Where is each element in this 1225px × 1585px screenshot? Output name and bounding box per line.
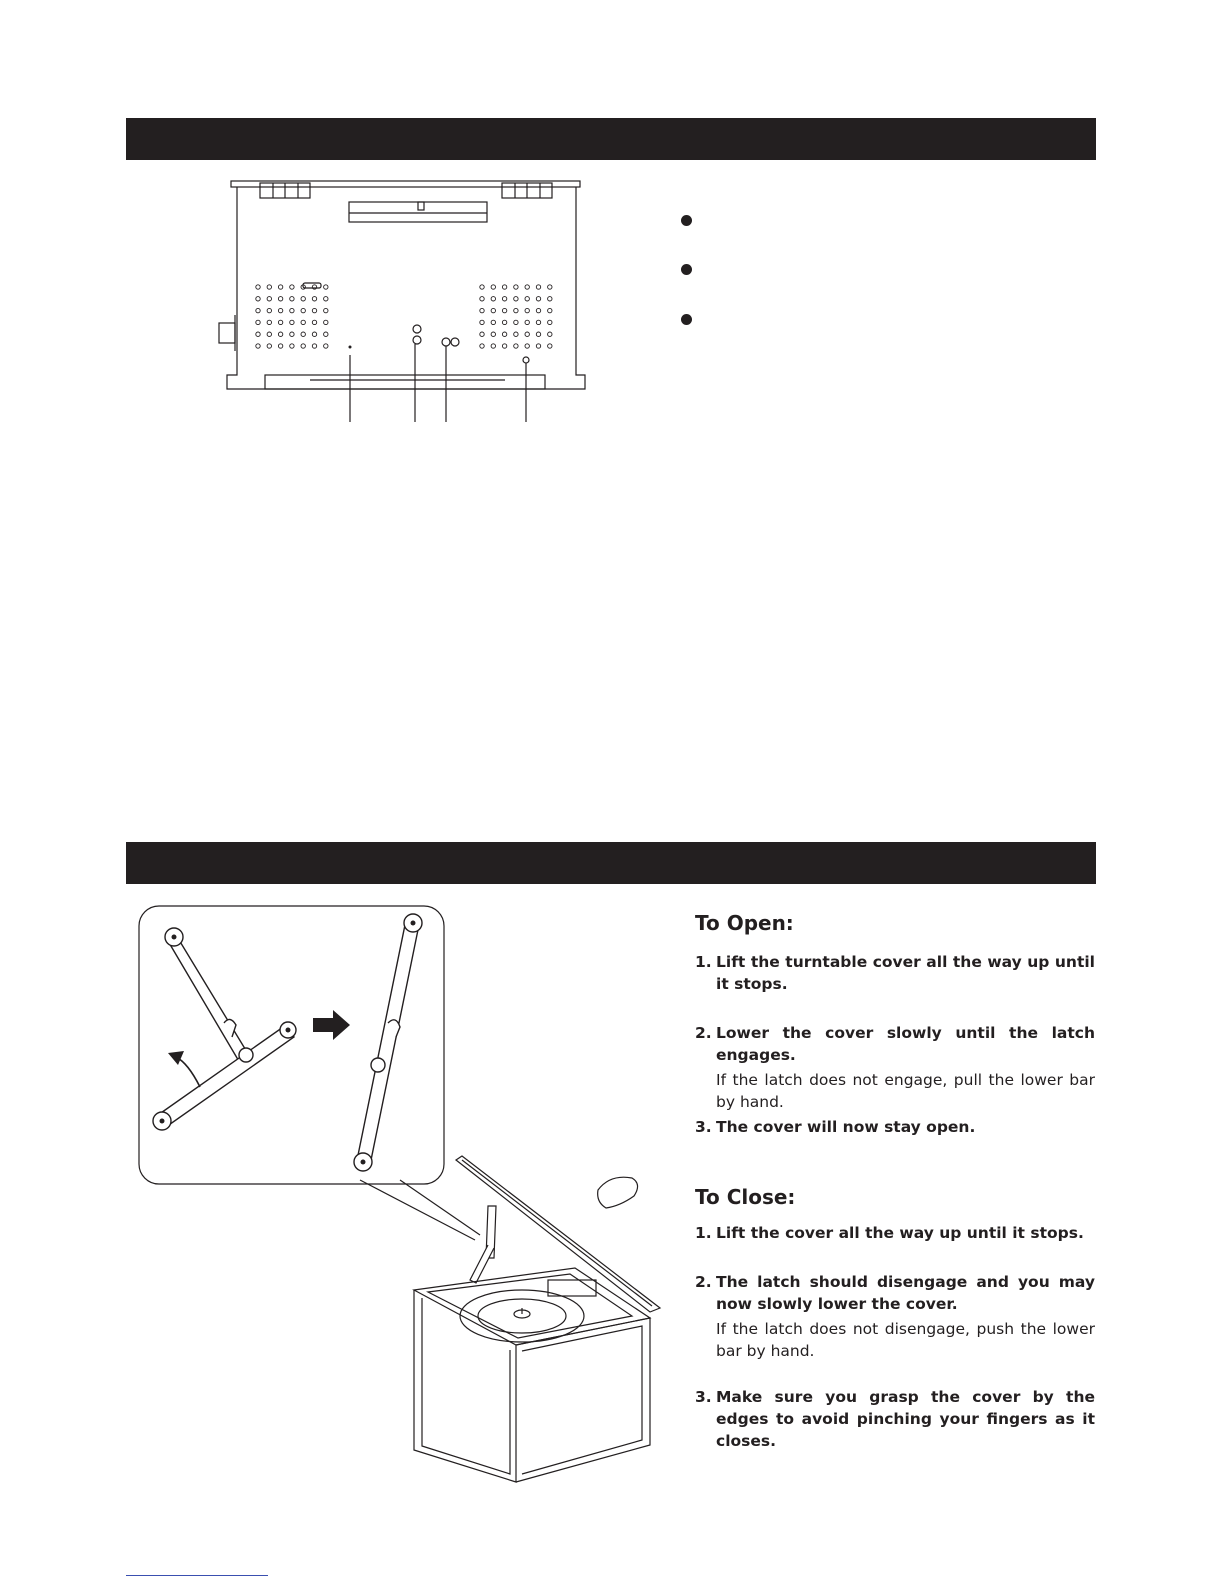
vent-hole [278, 297, 282, 301]
vent-hole [491, 285, 495, 289]
vent-hole [301, 297, 305, 301]
step-number: 1. [695, 953, 712, 971]
vent-hole [256, 285, 260, 289]
section-header-bar-back-panel [126, 118, 1096, 160]
vent-hole [312, 320, 316, 324]
vent-hole [267, 332, 271, 336]
step-instruction: Lift the cover all the way up until it stops. [716, 1224, 1084, 1242]
vent-hole [324, 308, 328, 312]
vent-hole [312, 332, 316, 336]
vent-hole [514, 344, 518, 348]
open-step-1 [695, 951, 1095, 995]
vent-hole [480, 285, 484, 289]
vent-hole [480, 344, 484, 348]
vent-hole [548, 332, 552, 336]
vent-hole [502, 308, 506, 312]
vent-hole [290, 308, 294, 312]
vent-hole [480, 308, 484, 312]
vent-hole [525, 285, 529, 289]
vent-hole [514, 285, 518, 289]
vent-hole [256, 344, 260, 348]
vent-hole [536, 285, 540, 289]
section-header-bar-cover [126, 842, 1096, 884]
vent-hole [301, 332, 305, 336]
back-panel-diagram [215, 175, 600, 430]
vent-hole [301, 344, 305, 348]
vent-hole [290, 332, 294, 336]
step-note: If the latch does not engage, pull the lower bar by hand. [716, 1071, 1095, 1111]
step-number: 2. [695, 1024, 712, 1042]
vent-hole [514, 332, 518, 336]
vent-hole [536, 344, 540, 348]
vent-hole [278, 320, 282, 324]
vent-hole [312, 308, 316, 312]
vent-hole [548, 308, 552, 312]
vent-hole [502, 297, 506, 301]
vent-hole [491, 320, 495, 324]
bullet-1 [681, 215, 692, 226]
vent-hole [290, 320, 294, 324]
vent-hole [502, 332, 506, 336]
vent-hole [514, 320, 518, 324]
vent-hole [536, 332, 540, 336]
vent-hole [502, 320, 506, 324]
step-instruction: The cover will now stay open. [716, 1118, 976, 1136]
vent-hole [514, 308, 518, 312]
vent-hole [525, 297, 529, 301]
vent-hole [278, 344, 282, 348]
vent-hole [514, 297, 518, 301]
step-number: 3. [695, 1118, 712, 1136]
vent-hole [278, 285, 282, 289]
step-instruction: Lift the turntable cover all the way up until it stops. [716, 953, 1095, 993]
vent-hole [312, 297, 316, 301]
vent-hole [536, 297, 540, 301]
vent-hole [480, 320, 484, 324]
vent-hole [324, 320, 328, 324]
close-heading: To Close: [695, 1185, 796, 1209]
vent-hole [301, 320, 305, 324]
close-step-1 [695, 1222, 1095, 1244]
close-step-3 [695, 1386, 1095, 1452]
turntable-cabinet-illustration [370, 1150, 670, 1480]
latch-detail-illustration [138, 905, 448, 1190]
vent-hole [267, 297, 271, 301]
close-step-2 [695, 1271, 1095, 1362]
vent-hole [267, 344, 271, 348]
vent-hole [290, 344, 294, 348]
vent-hole [324, 285, 328, 289]
vent-hole [290, 297, 294, 301]
step-number: 3. [695, 1388, 712, 1406]
vent-hole [312, 344, 316, 348]
step-instruction: Make sure you grasp the cover by the edges to avoid pinching your fingers as it closes. [716, 1388, 1095, 1450]
vent-hole [324, 344, 328, 348]
vent-hole [278, 308, 282, 312]
vent-hole [525, 332, 529, 336]
open-heading: To Open: [695, 911, 794, 935]
vent-hole [525, 344, 529, 348]
vent-hole [502, 344, 506, 348]
open-step-3 [695, 1116, 1095, 1138]
vent-hole [267, 285, 271, 289]
vent-hole [256, 297, 260, 301]
step-note: If the latch does not disengage, push the lower bar by hand. [716, 1320, 1095, 1360]
bullet-2 [681, 264, 692, 275]
vent-hole [536, 320, 540, 324]
vent-hole [324, 332, 328, 336]
vent-hole [267, 308, 271, 312]
vent-hole [525, 308, 529, 312]
open-step-2 [695, 1022, 1095, 1113]
vent-hole [491, 332, 495, 336]
vent-hole [256, 308, 260, 312]
vent-hole [548, 344, 552, 348]
vent-hole [548, 285, 552, 289]
step-number: 2. [695, 1273, 712, 1291]
vent-hole [491, 344, 495, 348]
vent-hole [491, 308, 495, 312]
vent-hole [525, 320, 529, 324]
vent-hole [290, 285, 294, 289]
vent-hole [491, 297, 495, 301]
vent-hole [502, 285, 506, 289]
bullet-3 [681, 314, 692, 325]
vent-hole [256, 332, 260, 336]
vent-hole [256, 320, 260, 324]
step-instruction: The latch should disengage and you may now slowly lower the cover. [716, 1273, 1095, 1313]
vent-hole [301, 308, 305, 312]
vent-hole [480, 297, 484, 301]
step-instruction: Lower the cover slowly until the latch engages. [716, 1024, 1095, 1064]
step-number: 1. [695, 1224, 712, 1242]
vent-hole [536, 308, 540, 312]
vent-hole [548, 297, 552, 301]
footer-rule [126, 1575, 268, 1576]
vent-hole [267, 320, 271, 324]
vent-hole [324, 297, 328, 301]
vent-hole [548, 320, 552, 324]
vent-hole [480, 332, 484, 336]
vent-hole [278, 332, 282, 336]
